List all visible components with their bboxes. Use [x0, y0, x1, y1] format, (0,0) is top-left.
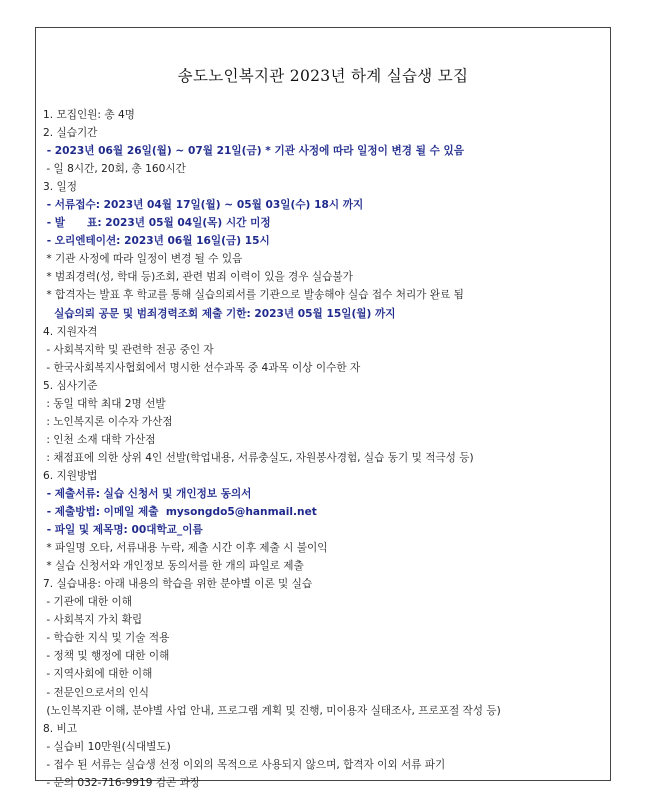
- document-line: : 채점표에 의한 상위 4인 선발(학업내용, 서류충실도, 자원봉사경험, 실습 동기 및 적극성 등): [43, 451, 474, 464]
- document-line: - 기관에 대한 이해: [43, 596, 132, 609]
- document-line: 실습의뢰 공문 및 범죄경력조회 제출 기한: 2023년 05월 15일(월) 까지: [43, 307, 396, 320]
- document-line: * 기관 사정에 따라 일정이 변경 될 수 있음: [43, 253, 243, 266]
- document-line: - 문의 032-716-9919 김곤 과장: [43, 776, 201, 789]
- document-line: - 사회복지 가치 확립: [43, 614, 143, 627]
- document-line: - 한국사회복지사협회에서 명시한 선수과목 중 4과목 이상 이수한 자: [43, 361, 361, 374]
- document-line: - 정책 및 행정에 대한 이해: [43, 650, 170, 663]
- document-line: 3. 일정: [43, 181, 77, 194]
- document-line: - 전문인으로서의 인식: [43, 686, 150, 699]
- document-line: * 범죄경력(성, 학대 등)조회, 관련 범죄 이력이 있을 경우 실습불가: [43, 271, 353, 284]
- document-line: - 제출방법: 이메일 제출 mysongdo5@hanmail.net: [43, 506, 317, 519]
- document-line: - 사회복지학 및 관련학 전공 중인 자: [43, 343, 214, 356]
- document-line: * 합격자는 발표 후 학교를 통해 실습의뢰서를 기관으로 발송해야 실습 접수 처리가 완료 됨: [43, 289, 464, 302]
- document-line: 1. 모집인원: 총 4명: [43, 109, 135, 121]
- document-line: 2. 실습기간: [43, 127, 98, 140]
- document-line: - 오리엔테이션: 2023년 06월 16일(금) 15시: [43, 235, 270, 248]
- document-frame: [35, 27, 611, 789]
- document-line: - 발 표: 2023년 05월 04일(목) 시간 미정: [43, 217, 271, 230]
- document-line: 6. 지원방법: [43, 469, 98, 482]
- document-line: 4. 지원자격: [43, 325, 98, 338]
- document-line: : 인천 소재 대학 가산점: [43, 433, 156, 446]
- document-line: - 제출서류: 실습 신청서 및 개인정보 동의서: [43, 487, 252, 500]
- document-line: - 접수 된 서류는 실습생 선정 이외의 목적으로 사용되지 않으며, 합격자 이외 서류 파기: [43, 758, 446, 771]
- document-line: 8. 비고: [43, 722, 77, 735]
- document-body: [43, 106, 606, 792]
- document-line: * 파일명 오타, 서류내용 누락, 제출 시간 이후 제출 시 불이익: [43, 542, 328, 555]
- document-line: - 실습비 10만원(식대별도): [43, 740, 171, 753]
- document-line: : 동일 대학 최대 2명 선발: [43, 397, 166, 410]
- document-line: - 지역사회에 대한 이해: [43, 668, 153, 681]
- document-line: (노인복지관 이해, 분야별 사업 안내, 프로그램 계획 및 진행, 미이용자 실태조사, 프로포절 작성 등): [43, 704, 501, 717]
- document-line: : 노인복지론 이수자 가산점: [43, 415, 173, 428]
- document-line: - 학습한 지식 및 기술 적용: [43, 632, 170, 645]
- document-line: * 실습 신청서와 개인정보 동의서를 한 개의 파일로 제출: [43, 560, 304, 573]
- document-line: - 파일 및 제목명: 00대학교_이름: [43, 524, 203, 537]
- document-line: 5. 심사기준: [43, 379, 98, 392]
- document-line: - 서류접수: 2023년 04월 17일(월) ~ 05월 03일(수) 18시 까지: [43, 199, 364, 212]
- document-line: - 일 8시간, 20회, 총 160시간: [43, 163, 186, 176]
- document-line: - 2023년 06월 26일(월) ~ 07월 21일(금) * 기관 사정에 따라 일정이 변경 될 수 있음: [43, 145, 465, 158]
- document-title: 송도노인복지관 2023년 하계 실습생 모집: [177, 67, 469, 85]
- document-line: 7. 실습내용: 아래 내용의 학습을 위한 분야별 이론 및 실습: [43, 578, 313, 591]
